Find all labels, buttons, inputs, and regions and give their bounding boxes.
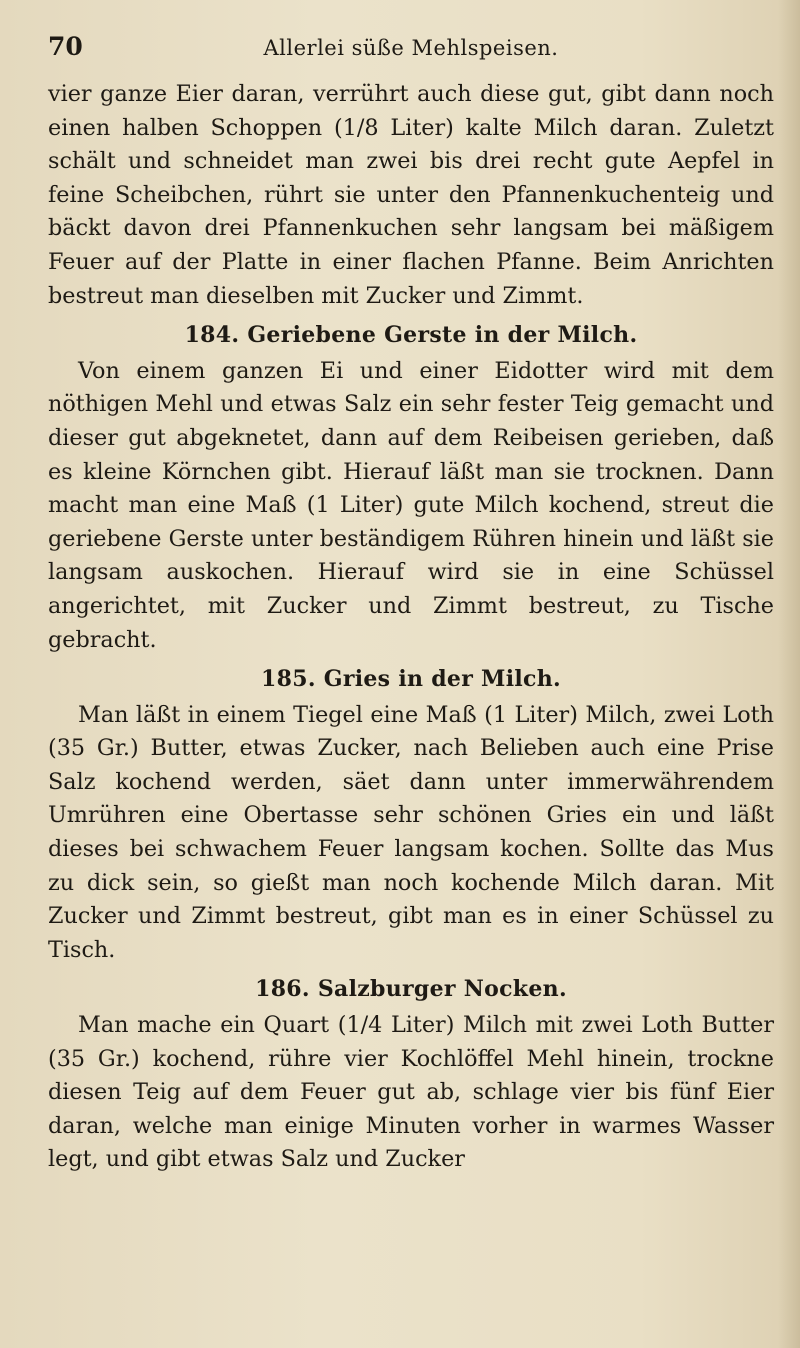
intro-paragraph: vier ganze Eier daran, verrührt auch diese gut, gibt dann noch einen halben Schoppen (1/8 Liter) kalte Milch daran. Zuletzt schält und schneidet man zwei bis drei recht gute Aepfel in feine Scheibchen, rührt sie unter den Pfannenkuchenteig und bäckt davon drei Pfannenkuchen sehr langsam bei mäßigem Feuer auf der Platte in einer flachen Pfanne. Beim Anrichten bestreut man dieselben mit Zucker und Zimmt. [48,81,774,309]
recipe-heading-184: 184. Geriebene Gerste in der Milch. [184,322,638,349]
running-head [48,30,774,70]
recipe-text-184: Von einem ganzen Ei und einer Eidotter wird mit dem nöthigen Mehl und etwas Salz ein sehr fester Teig gemacht und dieser gut abgeknetet, dann auf dem Reibeisen gerieben, daß es kleine Körnchen gibt. Hierauf läßt man sie trocknen. Dann macht man eine Maß (1 Liter) gute Milch kochend, streut die geriebene Gerste unter beständigem Rühren hinein und läßt sie langsam auskochen. Hierauf wird sie in eine Schüssel angerichtet, mit Zucker und Zimmt bestreut, zu Tische gebracht. [48,357,774,653]
recipe-text-186: Man mache ein Quart (1/4 Liter) Milch mit zwei Loth Butter (35 Gr.) kochend, rühre vier Kochlöffel Mehl hinein, trockne diesen Teig auf dem Feuer gut ab, schlage vier bis fünf Eier daran, welche man einige Minuten vorher in warmes Wasser legt, und gibt etwas Salz und Zucker [48,1012,774,1173]
recipe-text-185: Man läßt in einem Tiegel eine Maß (1 Liter) Milch, zwei Loth (35 Gr.) Butter, etwas Zucker, nach Belieben auch eine Prise Salz kochend werden, säet dann unter immerwährendem Umrühren eine Obertasse sehr schönen Gries ein und läßt dieses bei schwachem Feuer langsam kochen. Sollte das Mus zu dick sein, so gießt man noch kochende Milch daran. Mit Zucker und Zimmt bestreut, gibt man es in einer Schüssel zu Tisch. [48,701,774,963]
page-number: 70 [48,32,83,61]
running-title: Allerlei süße Mehlspeisen. [263,36,559,60]
recipe-heading-185: 185. Gries in der Milch. [261,666,561,693]
recipe-heading-186: 186. Salzburger Nocken. [255,976,567,1003]
page-edge-shadow [778,0,800,1348]
